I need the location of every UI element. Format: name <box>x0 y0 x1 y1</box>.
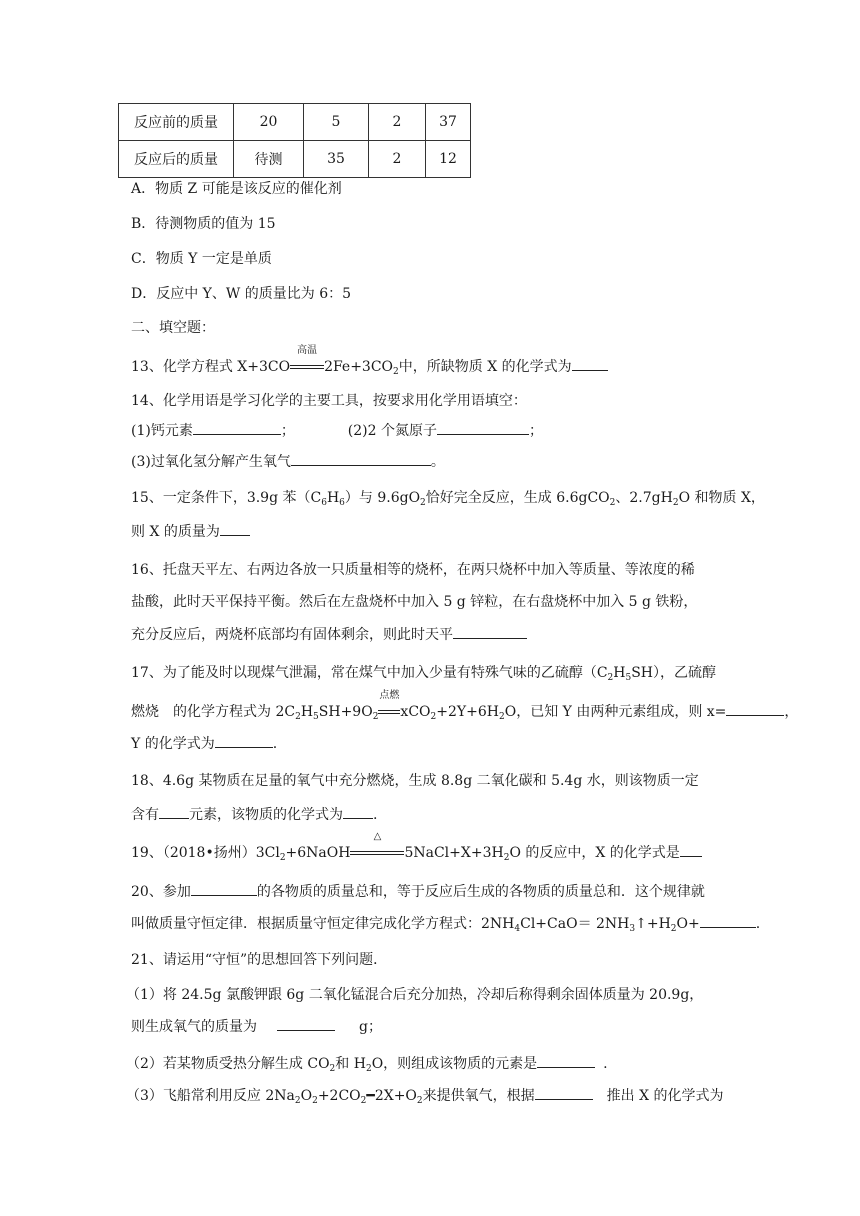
answer-blank[interactable] <box>343 804 373 819</box>
table-cell: 反应前的质量 <box>119 104 234 141</box>
option-c: C．物质 Y 一定是单质 <box>131 251 272 267</box>
question-20-line-2: 叫做质量守恒定律．根据质量守恒定律完成化学方程式：$2NH_4Cl+CaO=$ $2NH_3↑+H_2O+$ . <box>131 913 760 934</box>
question-16: 16、托盘天平左、右两边各放一只质量相等的烧杯，在两只烧杯中加入等质量、等浓度的稀 <box>131 562 695 578</box>
option-d: D．反应中 Y、W 的质量比为 6：5 <box>131 286 352 302</box>
table-cell: 12 <box>426 141 471 178</box>
section-heading: 二、填空题： <box>131 320 215 336</box>
question-14-part-3: (3)过氧化氢分解产生氧气 。 <box>131 451 445 472</box>
table-cell: 反应后的质量 <box>119 141 234 178</box>
question-14-part-1: (1)钙元素 ； (2)2 个氮原子 ； <box>131 420 543 441</box>
answer-blank[interactable] <box>700 913 756 928</box>
question-17-line-3: Y 的化学式为 . <box>131 733 277 754</box>
question-18: 18、4.6g 某物质在足量的氧气中充分燃烧，生成 8.8g 二氧化碳和 5.4g 水，则该物质一定 <box>131 773 699 789</box>
table-cell: 5 <box>304 104 369 141</box>
reaction-condition: 高温 <box>290 357 324 377</box>
answer-blank[interactable] <box>537 1053 595 1068</box>
question-16-line-3: 充分反应后，两烧杯底部均有固体剩余，则此时天平 <box>131 624 527 645</box>
reaction-condition: 点燃 <box>378 702 400 722</box>
question-20: 20、参加 的各物质的质量总和，等于反应后生成的各物质的质量总和．这个规律就 <box>131 881 705 902</box>
answer-blank[interactable] <box>453 624 527 639</box>
table-cell: 待测 <box>234 141 304 178</box>
table-cell: 2 <box>369 104 426 141</box>
mass-table <box>118 103 471 178</box>
question-17: 17、为了能及时以现煤气泄漏，常在煤气中加入少量有特殊气味的乙硫醇$(C_2H_5SH)$，乙硫醇 <box>131 665 717 683</box>
table-row <box>119 141 471 178</box>
option-b: B．待测物质的值为 15 <box>131 216 276 232</box>
question-15-line-2: 则 X 的质量为 <box>131 521 250 542</box>
option-a: A．物质 Z 可能是该反应的催化剂 <box>131 181 342 197</box>
answer-blank[interactable] <box>191 881 257 896</box>
table-cell: 20 <box>234 104 304 141</box>
reaction-condition: △ <box>350 843 404 863</box>
question-18-line-2: 含有 元素，该物质的化学式为 . <box>131 804 377 825</box>
question-15: 15、一定条件下，3.9g 苯$(C_6H_6)$与 $9.6gO_2$恰好完全反应，生成 6.6gCO$_2$、$2.7gH_2O$ 和物质 X， <box>131 490 765 508</box>
question-21-part-2: （2）若某物质受热分解生成 $CO_2$和 $H_2O$，则组成该物质的元素是 . <box>126 1053 608 1074</box>
question-17-line-2: 燃烧 的化学方程式为 $2C_2H_5SH+9O_2$ 点燃 $xCO_2+2Y+6H_2O$，已知 Y 由两种元素组成，则 x= ， <box>131 690 799 722</box>
question-21-part-3: （3）飞船常利用反应 $2Na_2O_2+2CO_2━2X+O_2$来提供氧气，根据 推出 X 的化学式为 <box>126 1085 724 1106</box>
question-19: 19、（2018•扬州）$3Cl_2+6NaOH$ △ $5NaCl+X+3H_2O$ 的反应中，X 的化学式是 <box>131 842 702 863</box>
answer-blank[interactable] <box>159 804 189 819</box>
question-13: 13、化学方程式 X+3CO 高温 $2Fe+3CO_2$中，所缺物质 X 的化学式为 <box>131 356 608 377</box>
answer-blank[interactable] <box>215 733 273 748</box>
table-cell: 37 <box>426 104 471 141</box>
question-21-part-1: （1）将 24.5g 氯酸钾跟 6g 二氧化锰混合后充分加热，冷却后称得剩余固体质量为 20.9g， <box>126 987 704 1003</box>
question-16-line-2: 盐酸，此时天平保持平衡。然后在左盘烧杯中加入 5 g 锌粒，在右盘烧杯中加入 5 g 铁粉， <box>131 594 698 610</box>
question-14: 14、化学用语是学习化学的主要工具，按要求用化学用语填空： <box>131 393 527 409</box>
answer-blank[interactable] <box>291 451 431 466</box>
question-21-part-1-line-2: 则生成氧气的质量为 g； <box>131 1016 382 1037</box>
table-cell: 2 <box>369 141 426 178</box>
answer-blank[interactable] <box>193 420 281 435</box>
answer-blank[interactable] <box>680 842 702 857</box>
answer-blank[interactable] <box>437 420 529 435</box>
answer-blank[interactable] <box>535 1085 593 1100</box>
table-row <box>119 104 471 141</box>
answer-blank[interactable] <box>572 356 608 371</box>
question-21: 21、请运用“守恒”的思想回答下列问题． <box>131 952 388 968</box>
table-cell: 35 <box>304 141 369 178</box>
answer-blank[interactable] <box>220 521 250 536</box>
answer-blank[interactable] <box>277 1016 335 1031</box>
answer-blank[interactable] <box>726 701 784 716</box>
